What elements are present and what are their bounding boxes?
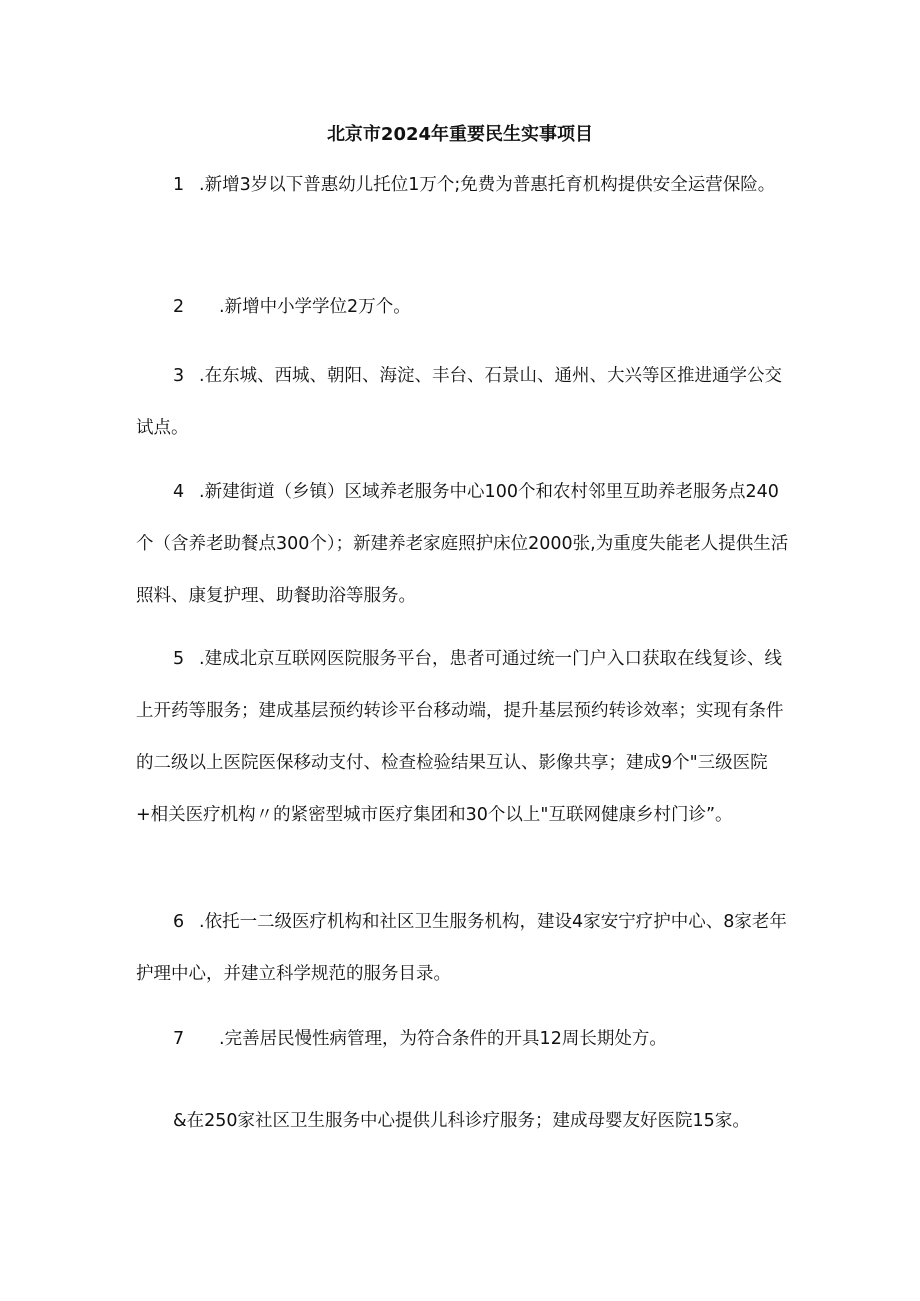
page-title: 北京市2024年重要民生实事项目	[326, 124, 594, 145]
item-number: 3	[173, 366, 185, 386]
item-text: .新增中小学学位2万个。	[219, 297, 411, 317]
item-text: .完善居民慢性病管理，为符合条件的开具12周长期处方。	[219, 1029, 667, 1049]
item-text: &在250家社区卫生服务中心提供儿科诊疗服务；建成母婴友好医院15家。	[173, 1111, 750, 1131]
item-number: 1	[173, 175, 185, 195]
item-text: .建成北京互联网医院服务平台，患者可通过统一门户入口获取在线复诊、线上开药等服务；建成基层预约转诊平台移动端，提升基层预约转诊效率；实现有条件的二级以上医院医保移动支付、检查检验结果互认、影像共享；建成9个"三级医院+相关医疗机构〃的紧密型城市医疗集团和30个以上"互联网健康乡村门诊”。	[136, 649, 784, 825]
list-item-3	[136, 350, 796, 454]
list-item-2	[136, 281, 796, 333]
list-item-4	[136, 466, 796, 622]
item-number: 5	[173, 649, 185, 669]
item-number: 7	[173, 1029, 185, 1049]
item-text: .新建街道（乡镇）区域养老服务中心100个和农村邻里互助养老服务点240个（含养老助餐点300个）；新建养老家庭照护床位2000张,为重度失能老人提供生活照料、康复护理、助餐助浴等服务。	[136, 482, 789, 606]
list-item-6	[136, 896, 796, 1000]
list-item-5	[136, 633, 796, 841]
item-number: 6	[173, 912, 185, 932]
item-number: 4	[173, 482, 185, 502]
item-text: .在东城、西城、朝阳、海淀、丰台、石景山、通州、大兴等区推进通学公交试点。	[136, 366, 783, 438]
item-text: .新增3岁以下普惠幼儿托位1万个;免费为普惠托育机构提供安全运营保险。	[199, 175, 776, 195]
list-item-1	[136, 159, 796, 211]
list-item-7	[136, 1013, 796, 1065]
item-text: .依托一二级医疗机构和社区卫生服务机构，建设4家安宁疗护中心、8家老年护理中心，并建立科学规范的服务目录。	[136, 912, 787, 984]
list-item-8	[136, 1106, 796, 1136]
item-number: 2	[173, 297, 185, 317]
